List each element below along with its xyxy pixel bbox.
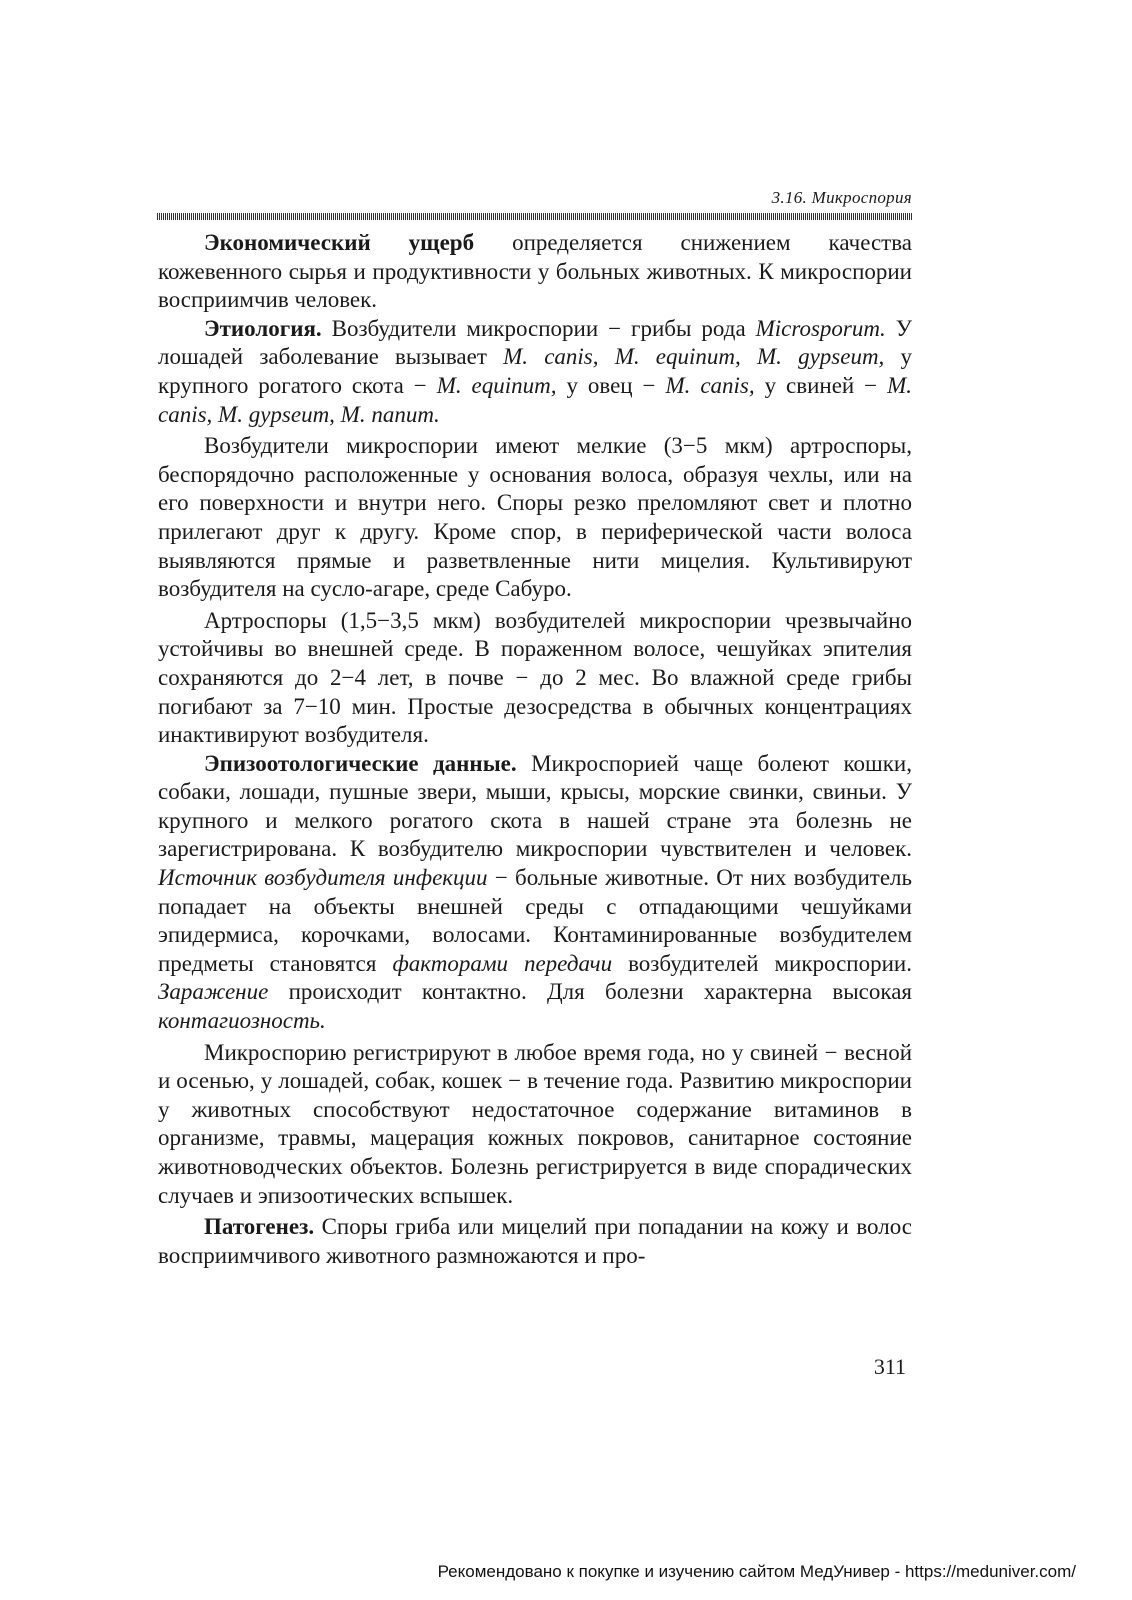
body-text-run: Микроспорию регистрируют в любое время года, но у свиней − весной и осенью, у лошадей, собак, кошек − в течение года. Развитию микроспории у животных способствуют недостаточное содержание витаминов в организме, травмы, мацерация кожных покровов, санитарное состояние животноводческих объектов. Болезнь регистрируется в виде спорадических случаев и эпизоотических вспышек.: [158, 1039, 912, 1208]
emphasis-text: M. canis, M. gypseum, M. nanum.: [158, 372, 912, 427]
emphasis-text: контагиозность.: [158, 1008, 326, 1034]
section-heading: Эпизоотологические данные.: [204, 750, 517, 776]
emphasis-text: факторами передачи: [392, 950, 613, 976]
emphasis-text: M. canis, M. equinum, M. gypseum,: [503, 344, 885, 370]
body-text-run: Возбудители микроспории имеют мелкие (3−5 мкм) артроспоры, беспорядочно расположенные у основания волоса, образуя чехлы, или на его поверхности и внутри него. Споры резко преломляют свет и плотно прилегают друг к другу. Кроме спор, в периферической части волоса выявляются прямые и разветвленные нити мицелия. Культивируют возбудителя на сусло-агаре, среде Сабуро.: [158, 433, 912, 602]
emphasis-text: Заражение: [158, 979, 269, 1005]
section-heading: Этиология.: [204, 315, 322, 341]
paragraph: [158, 1039, 912, 1211]
body-text-run: Микроспорией чаще болеют кошки, собаки, лошади, пушные звери, мыши, крысы, морские свинки, свиньи. У крупного и мелкого рогатого скота в нашей стране эта болезнь не зарегистрирована. К возбудителю микроспории чувствителен и человек.: [158, 750, 912, 862]
emphasis-text: Источник возбудителя инфекции: [158, 865, 488, 891]
body-text: [158, 229, 912, 1270]
paragraph: [158, 229, 912, 315]
paragraph: [158, 432, 912, 604]
paragraph: [158, 607, 912, 750]
body-text-run: определяется снижением качества кожевенного сырья и продуктивности у больных животных. К микроспории восприимчив человек.: [158, 230, 912, 313]
body-text-run: возбудителей микроспории.: [612, 950, 912, 976]
paragraph: [158, 750, 912, 1036]
body-text-run: у свиней −: [754, 372, 888, 398]
emphasis-text: M. canis,: [665, 372, 755, 398]
header-rule: [157, 213, 912, 220]
body-text-run: Возбудители микроспории − грибы рода: [321, 315, 756, 341]
body-text-run: Споры гриба или мицелий при попадании на кожу и волос восприимчивого животного размножаются и про-: [158, 1214, 912, 1268]
paragraph: [158, 1213, 912, 1270]
section-heading: Патогенез.: [204, 1214, 315, 1240]
body-text-run: У лошадей заболевание вызывает: [158, 315, 912, 370]
body-text-run: − больные животные. От них возбудитель попадает на объекты внешней среды с отпадающими чешуйками эпидермиса, корочками, волосами. Контаминированные возбудителем предметы становятся: [158, 865, 912, 976]
body-text-run: Артроспоры (1,5−3,5 мкм) возбудителей микроспории чрезвычайно устойчивы во внешней среде. В пораженном волосе, чешуйках эпителия сохраняются до 2−4 лет, в почве − до 2 мес. Во влажной среде грибы погибают за 7−10 мин. Простые дезосредства в обычных концентрациях инактивируют возбудителя.: [158, 607, 912, 748]
section-heading: Экономический ущерб: [204, 230, 475, 255]
paragraph: [158, 315, 912, 429]
emphasis-text: Microsporum.: [755, 315, 886, 341]
body-text-run: происходит контактно. Для болезни характерна высокая: [268, 979, 912, 1005]
running-head-title: 3.16. Микроспория: [771, 188, 912, 207]
page-number: 311: [873, 1354, 906, 1379]
footer-recommendation-link[interactable]: Рекомендовано к покупке и изучению сайтом МедУнивер - https://meduniver.com/: [437, 1562, 1076, 1581]
body-text-run: у овец −: [556, 372, 666, 398]
emphasis-text: M. equinum,: [436, 372, 557, 398]
body-text-run: у крупного рогатого скота −: [158, 344, 913, 398]
